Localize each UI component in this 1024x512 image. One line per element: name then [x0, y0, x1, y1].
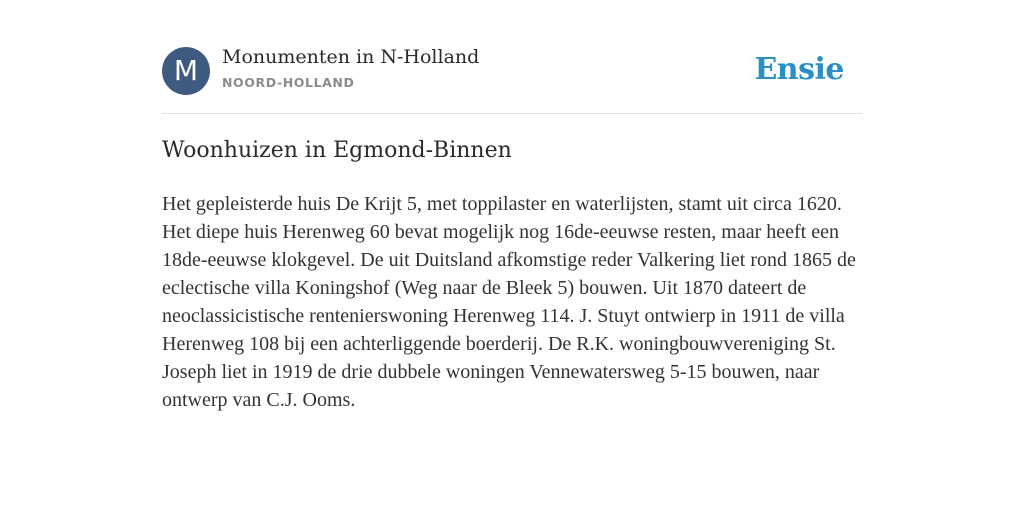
- article-card: [162, 0, 862, 512]
- ensie-logo[interactable]: Ensie: [754, 52, 844, 87]
- article-title: Woonhuizen in Egmond-Binnen: [162, 138, 512, 163]
- article-body: Het gepleisterde huis De Krijt 5, met toppilaster en waterlijsten, stamt uit circa 1620. Het diepe huis Herenweg 60 bevat mogelijk nog 16de-eeuwse resten, maar heeft een 18de-eeuwse klokgevel. De uit Duitsland afkomstige reder Valkering liet rond 1865 de eclectische villa Koningshof (Weg naar de Bleek 5) bouwen. Uit 1870 dateert de neoclassicistische rentenierswoning Herenweg 114. J. Stuyt ontwierp in 1911 de villa Herenweg 108 bij een achterliggende boerderij. De R.K. woningbouwvereniging St. Joseph liet in 1919 de drie dubbele woningen Vennewatersweg 5-15 bouwen, naar ontwerp van C.J. Ooms.: [162, 193, 856, 411]
- source-header: [162, 46, 862, 96]
- avatar[interactable]: M: [162, 47, 210, 95]
- header-divider: [162, 113, 862, 114]
- source-subtitle: NOORD-HOLLAND: [222, 75, 355, 90]
- source-title[interactable]: Monumenten in N-Holland: [222, 46, 480, 68]
